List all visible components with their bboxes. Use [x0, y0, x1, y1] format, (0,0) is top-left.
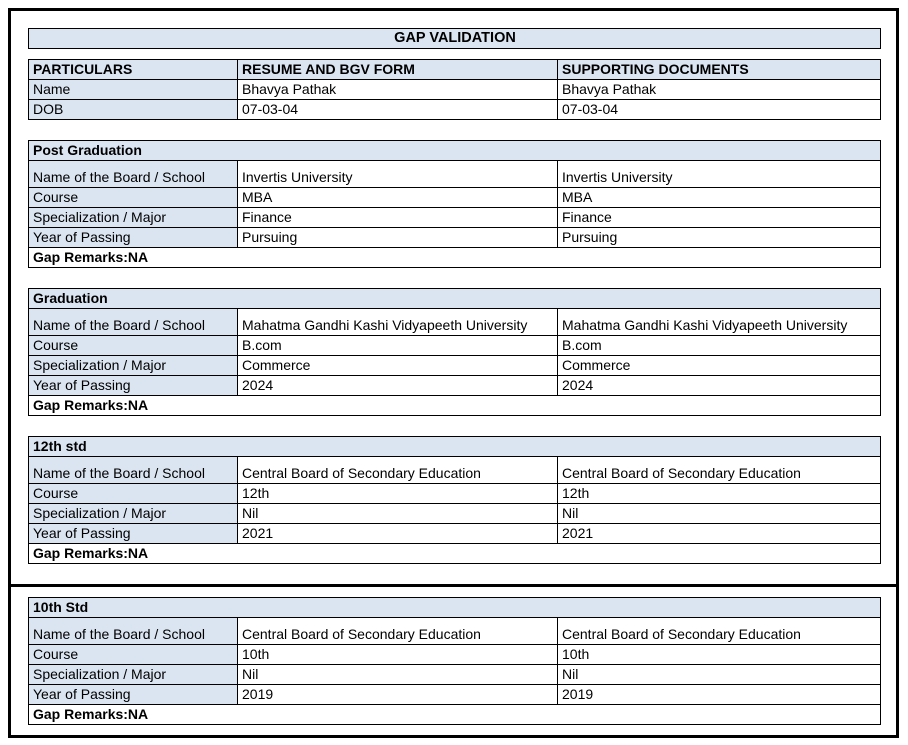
table-row: [29, 208, 881, 228]
resume-value: B.com: [238, 336, 558, 356]
supporting-value: 07-03-04: [558, 100, 881, 120]
table-row: [29, 309, 881, 336]
row-label: Course: [29, 484, 238, 504]
row-label: Specialization / Major: [29, 504, 238, 524]
gap-remarks: Gap Remarks:NA: [29, 396, 881, 416]
column-header-resume: RESUME AND BGV FORM: [238, 60, 558, 80]
resume-value: Nil: [238, 504, 558, 524]
resume-value: Commerce: [238, 356, 558, 376]
row-label: Name of the Board / School: [29, 161, 238, 188]
section-divider: [11, 584, 896, 587]
table-row: [29, 356, 881, 376]
table-row: [29, 188, 881, 208]
table-row: [29, 228, 881, 248]
table-row: [29, 80, 881, 100]
column-header-supporting: SUPPORTING DOCUMENTS: [558, 60, 881, 80]
row-label: Course: [29, 188, 238, 208]
table-row: [29, 336, 881, 356]
document-content: [11, 11, 896, 725]
table-header-row: [29, 60, 881, 80]
resume-value: Mahatma Gandhi Kashi Vidyapeeth University: [238, 309, 558, 336]
resume-value: 12th: [238, 484, 558, 504]
supporting-value: Mahatma Gandhi Kashi Vidyapeeth University: [558, 309, 881, 336]
resume-value: Finance: [238, 208, 558, 228]
row-label: Course: [29, 645, 238, 665]
supporting-value: B.com: [558, 336, 881, 356]
section-heading-row: [29, 437, 881, 457]
resume-value: 2024: [238, 376, 558, 396]
supporting-value: Finance: [558, 208, 881, 228]
section-heading: Post Graduation: [29, 141, 881, 161]
section-heading: Graduation: [29, 289, 881, 309]
row-label: Year of Passing: [29, 376, 238, 396]
row-label: Specialization / Major: [29, 356, 238, 376]
resume-value: 2019: [238, 685, 558, 705]
section-heading: 12th std: [29, 437, 881, 457]
gap-remarks: Gap Remarks:NA: [29, 705, 881, 725]
resume-value: MBA: [238, 188, 558, 208]
supporting-value: Pursuing: [558, 228, 881, 248]
table-row: [29, 100, 881, 120]
row-label: Year of Passing: [29, 685, 238, 705]
supporting-value: Invertis University: [558, 161, 881, 188]
supporting-value: Nil: [558, 665, 881, 685]
column-header-particulars: PARTICULARS: [29, 60, 238, 80]
resume-value: Central Board of Secondary Education: [238, 457, 558, 484]
table-row: [29, 484, 881, 504]
resume-value: Central Board of Secondary Education: [238, 618, 558, 645]
table-row: [29, 645, 881, 665]
row-label: Year of Passing: [29, 228, 238, 248]
supporting-value: Central Board of Secondary Education: [558, 457, 881, 484]
resume-value: Bhavya Pathak: [238, 80, 558, 100]
table-row: [29, 618, 881, 645]
row-label: Name of the Board / School: [29, 618, 238, 645]
gap-remarks-row: [29, 705, 881, 725]
supporting-value: Commerce: [558, 356, 881, 376]
table-row: [29, 665, 881, 685]
gap-remarks: Gap Remarks:NA: [29, 544, 881, 564]
row-label: Specialization / Major: [29, 208, 238, 228]
gap-remarks-row: [29, 544, 881, 564]
post-graduation-table: [28, 140, 881, 268]
resume-value: Pursuing: [238, 228, 558, 248]
supporting-value: 10th: [558, 645, 881, 665]
supporting-value: Nil: [558, 504, 881, 524]
resume-value: 10th: [238, 645, 558, 665]
table-row: [29, 161, 881, 188]
title-bar: [28, 28, 881, 49]
section-heading-row: [29, 598, 881, 618]
table-row: [29, 504, 881, 524]
document-frame: [8, 8, 899, 738]
tenth-std-table: [28, 597, 881, 725]
table-row: [29, 457, 881, 484]
supporting-value: Bhavya Pathak: [558, 80, 881, 100]
supporting-value: 2024: [558, 376, 881, 396]
row-label: Name of the Board / School: [29, 309, 238, 336]
row-label: Name: [29, 80, 238, 100]
section-heading-row: [29, 141, 881, 161]
gap-remarks-row: [29, 248, 881, 268]
row-label: Specialization / Major: [29, 665, 238, 685]
resume-value: 07-03-04: [238, 100, 558, 120]
graduation-table: [28, 288, 881, 416]
resume-value: Invertis University: [238, 161, 558, 188]
supporting-value: 2021: [558, 524, 881, 544]
row-label: Course: [29, 336, 238, 356]
gap-remarks: Gap Remarks:NA: [29, 248, 881, 268]
particulars-table: [28, 59, 881, 120]
supporting-value: 12th: [558, 484, 881, 504]
table-row: [29, 376, 881, 396]
supporting-value: 2019: [558, 685, 881, 705]
row-label: DOB: [29, 100, 238, 120]
supporting-value: Central Board of Secondary Education: [558, 618, 881, 645]
section-heading-row: [29, 289, 881, 309]
table-row: [29, 524, 881, 544]
resume-value: 2021: [238, 524, 558, 544]
row-label: Year of Passing: [29, 524, 238, 544]
twelfth-std-table: [28, 436, 881, 564]
row-label: Name of the Board / School: [29, 457, 238, 484]
resume-value: Nil: [238, 665, 558, 685]
table-row: [29, 685, 881, 705]
supporting-value: MBA: [558, 188, 881, 208]
section-heading: 10th Std: [29, 598, 881, 618]
page-title: GAP VALIDATION: [29, 29, 881, 49]
gap-remarks-row: [29, 396, 881, 416]
